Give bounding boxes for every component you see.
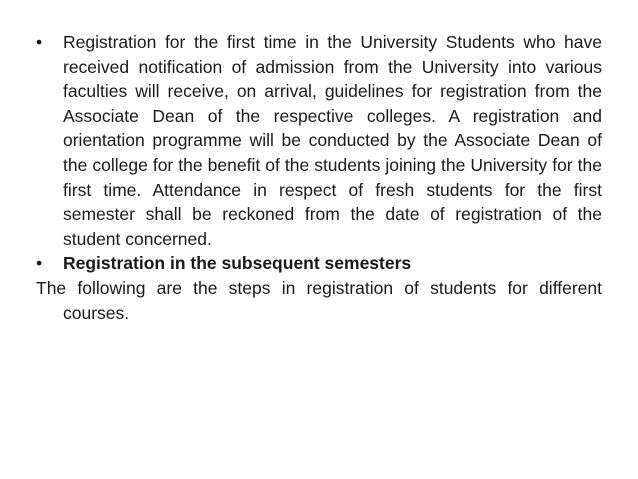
slide-content: [36, 30, 602, 325]
bullet-icon: •: [36, 253, 43, 274]
steps-paragraph: The following are the steps in registration of students for different courses.: [36, 277, 602, 323]
bullet-icon: •: [36, 32, 43, 52]
bullet-text: Registration for the first time in the University Students who have received notification of admission from the University into various faculties will receive, on arrival, guidelines for registration from the Associate Dean of the respective colleges. A registration and orientation programme will be conducted by the Associate Dean of the college for the benefit of the students joining the University for the first time. Attendance in respect of fresh students for the first semester shall be reckoned from the date of registration of the student concerned.: [63, 32, 602, 249]
bullet-item-registration-first-time: [36, 30, 602, 251]
bullet-item-subsequent-semesters: [36, 251, 602, 276]
bullet-heading: Registration in the subsequent semesters: [63, 253, 412, 274]
